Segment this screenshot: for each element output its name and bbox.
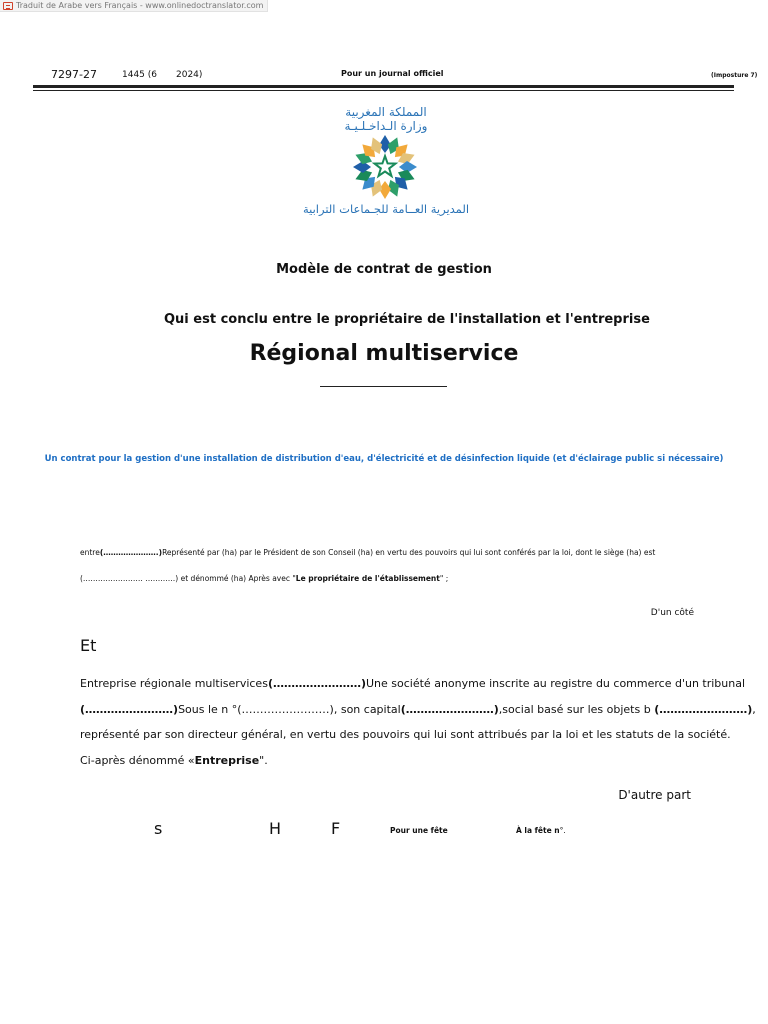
footer-fete-number-label: À la fête n <box>516 826 560 835</box>
party2-blank-1: (……………………) <box>267 677 366 690</box>
footer-h: H <box>269 819 282 838</box>
model-title: Modèle de contrat de gestion <box>276 262 492 277</box>
party2-number: Sous le n °(……………………), son capital <box>178 703 401 716</box>
party1-owner-label: Le propriétaire de l'établissement <box>295 574 440 583</box>
regional-title: Régional multiservice <box>249 341 519 366</box>
party2-enterprise-label: Entreprise <box>194 754 260 767</box>
translator-text: Traduit de Arabe vers Français - www.onlinedoctranslator.com <box>16 1 264 10</box>
party2-comma: , <box>752 703 756 716</box>
party1-between: entre <box>80 548 100 557</box>
footer-fete: Pour une fête <box>390 826 448 835</box>
header-rule-thin <box>33 90 734 91</box>
other-side-label: D'autre part <box>618 788 691 802</box>
ministry-label: وزارة الـداخـلـيـة <box>344 119 428 133</box>
party1-line2 <box>80 574 448 583</box>
party1-end: " ; <box>439 574 449 583</box>
document-translate-icon <box>3 2 13 10</box>
party2-line1 <box>80 677 745 690</box>
issue-number: 7297-27 <box>51 68 97 81</box>
party2-line3: représenté par son directeur général, en vertu des pouvoirs qui lui sont attribués par la loi et les statuts de la société. <box>80 728 731 741</box>
footer-f: F <box>331 819 341 838</box>
party2-social: ,social basé sur les objets b <box>498 703 655 716</box>
kingdom-label: المملكة المغربية <box>345 105 427 119</box>
journal-title: Pour un journal officiel <box>341 69 444 78</box>
party2-blank-objects: (……………………) <box>654 703 753 716</box>
ministry-emblem-icon <box>347 134 423 200</box>
party1-blank-name: (………………….) <box>99 548 163 557</box>
concluded-title: Qui est conclu entre le propriétaire de l'installation et l'entreprise <box>164 312 650 327</box>
party2-blank-2: (……………………) <box>80 703 179 716</box>
party1-represented: Représenté par (ha) par le Président de son Conseil (ha) en vertu des pouvoirs qui lui sont conférés par la loi, dont le siège (ha) est <box>162 548 656 557</box>
contract-subject-note: Un contrat pour la gestion d'une installation de distribution d'eau, d'électricité et de désinfection liquide (et d'éclairage public si nécessaire) <box>44 454 724 464</box>
party2-company: Entreprise régionale multiservices <box>80 677 268 690</box>
and-label: Et <box>80 636 97 655</box>
one-side-label: D'un côté <box>650 608 694 618</box>
hijri-date: 1445 (6 <box>122 70 158 80</box>
year: 2024) <box>176 70 203 80</box>
footer-s: s <box>154 819 163 838</box>
party2-line2 <box>80 703 756 716</box>
party2-end: ". <box>259 754 268 767</box>
header-rule-thick <box>33 85 734 88</box>
party2-named: Ci-après dénommé « <box>80 754 195 767</box>
imposture-label: (Imposture 7) <box>711 72 758 79</box>
directorate-label: المديرية العــامة للجـماعات الترابية <box>302 202 470 216</box>
party2-registered: Une société anonyme inscrite au registre du commerce d'un tribunal <box>366 677 746 690</box>
party2-line4 <box>80 754 268 767</box>
footer-fete-number <box>516 826 566 835</box>
title-underline <box>320 386 447 387</box>
footer-fete-number-suffix: °. <box>559 826 566 835</box>
party1-seat: (…………………… …………) et dénommé (ha) Après avec " <box>80 574 296 583</box>
party1-line1 <box>80 548 655 557</box>
party2-blank-capital: (……………………) <box>400 703 499 716</box>
translator-bar[interactable] <box>0 0 268 12</box>
